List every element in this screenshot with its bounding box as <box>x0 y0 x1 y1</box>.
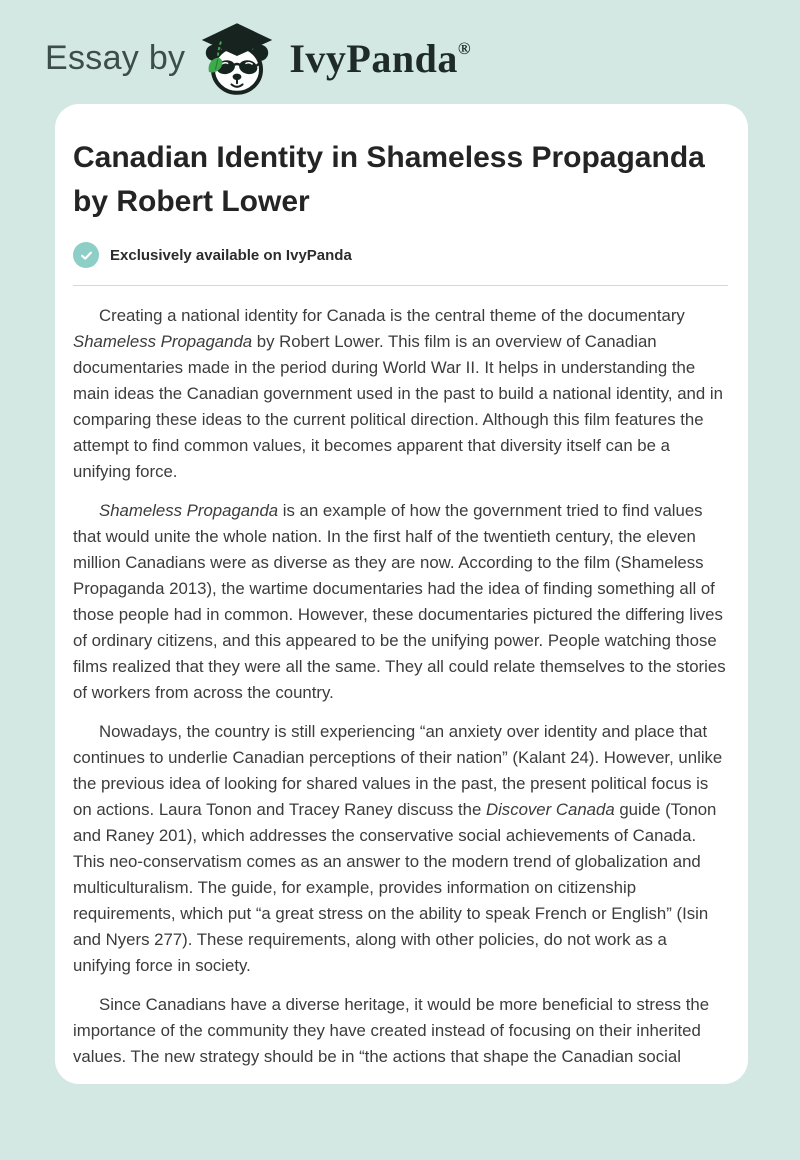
brand-text: IvyPanda <box>289 35 458 81</box>
essay-by-label: Essay by <box>45 38 186 77</box>
essay-paragraph: Creating a national identity for Canada is the central theme of the documentary Shameless Propaganda by Robert Lower. This film is an overview of Canadian documentaries made in the period during World War II. It helps in understanding the main ideas the Canadian government used in the past to build a national identity, and in comparing these ideas to the current political direction. Although this film features the attempt to find common values, it becomes apparent that diversity itself can be a unifying force. <box>73 306 723 481</box>
site-header <box>0 0 800 90</box>
brand-name <box>289 35 471 82</box>
essay-paragraph: Nowadays, the country is still experiencing “an anxiety over identity and place that continues to underlie Canadian perceptions of their nation” (Kalant 24). However, unlike the previous idea of looking for shared values in the past, the present political focus is on actions. Laura Tonon and Tracey Raney discuss the Discover Canada guide (Tonon and Raney 201), which addresses the conservative social achievements of Canada. This neo-conservatism comes as an answer to the modern trend of globalization and multiculturalism. The guide, for example, provides information on citizenship requirements, which put “a great stress on the ability to speak French or English” (Isin and Nyers 277). These requirements, along with other policies, do not work as a unifying force in society. <box>73 722 723 975</box>
ivypanda-logo-icon <box>197 17 277 99</box>
divider <box>73 285 728 286</box>
essay-body <box>73 303 728 1070</box>
badge-label: Exclusively available on IvyPanda <box>110 246 352 264</box>
essay-paragraph: Since Canadians have a diverse heritage, it would be more beneficial to stress the importance of the community they have created instead of focusing on their inherited values. The new strategy should be in “the actions that shape the Canadian social <box>73 995 710 1066</box>
essay-card <box>55 104 748 1084</box>
essay-paragraph: Shameless Propaganda is an example of how the government tried to find values that would unite the whole nation. In the first half of the twentieth century, the eleven million Canadians were as diverse as they are now. According to the film (Shameless Propaganda 2013), the wartime documentaries had the idea of finding something all of those people had in common. However, these documentaries pictured the differing lives of ordinary citizens, and this appeared to be the unifying power. People watching those films realized that they were all the same. They all could relate themselves to the stories of workers from across the country. <box>73 501 726 702</box>
check-icon <box>73 242 99 268</box>
registered-mark: ® <box>457 38 472 58</box>
essay-title: Canadian Identity in Shameless Propaganda by Robert Lower <box>73 141 705 218</box>
exclusive-badge <box>73 242 728 268</box>
